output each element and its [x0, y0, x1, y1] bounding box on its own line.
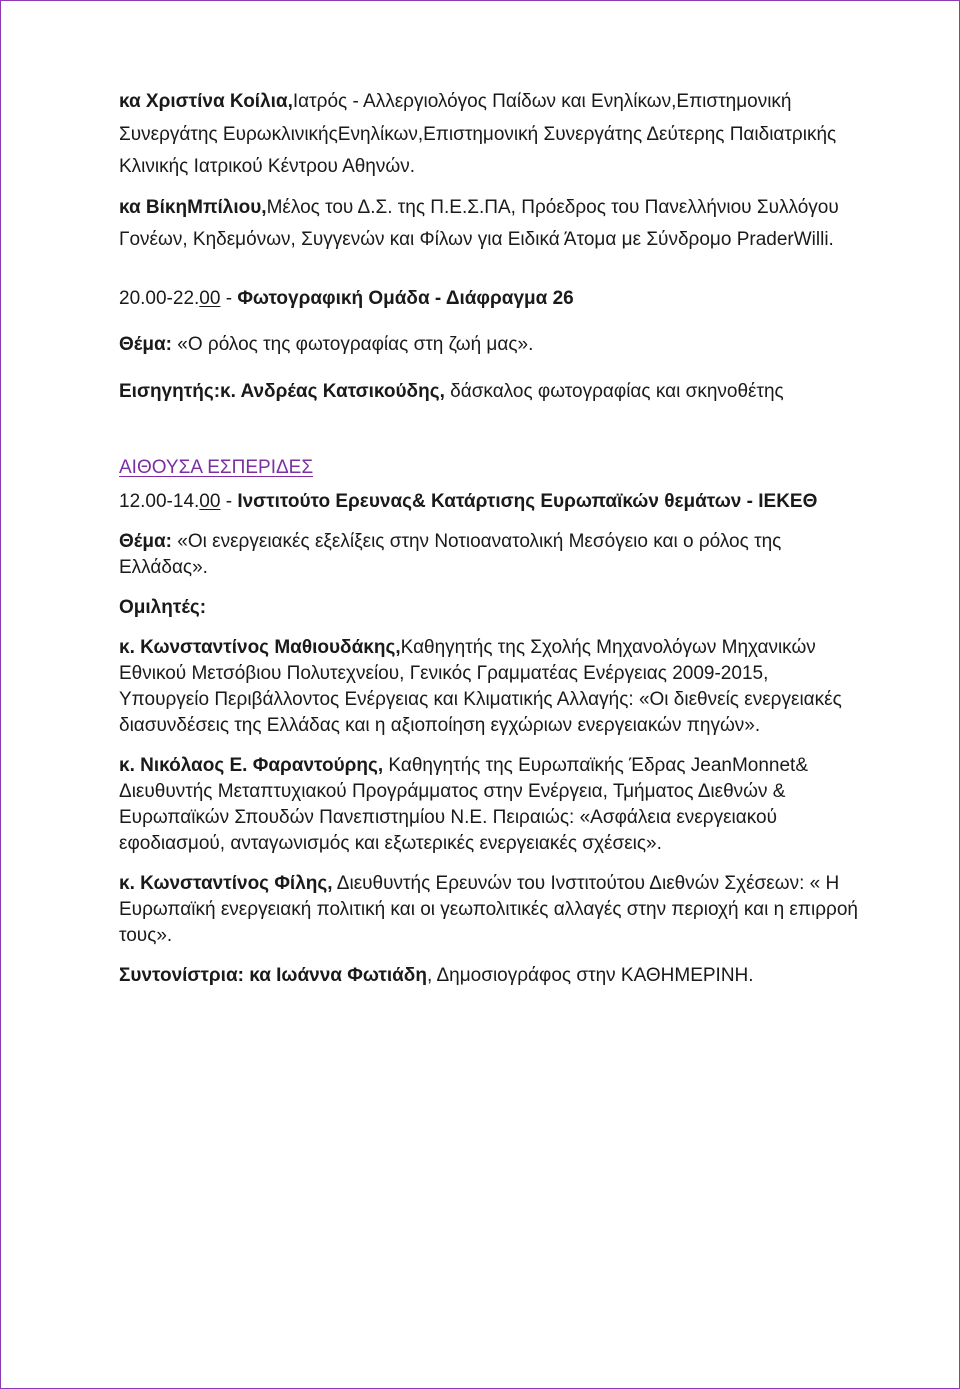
speaker-entry: [119, 635, 859, 739]
moderator-description: , Δημοσιογράφος στην ΚΑΘΗΜΕΡΙΝΗ.: [426, 964, 754, 986]
theme-text: «Ο ρόλος της φωτογραφίας στη ζωή μας».: [171, 334, 534, 355]
theme-label: Θέμα:: [119, 530, 172, 552]
theme-label: Θέμα:: [119, 334, 172, 355]
speaker-description: δάσκαλος φωτογραφίας και σκηνοθέτης: [444, 380, 784, 402]
speaker-entry: [119, 753, 859, 857]
speaker-name: κ. Νικόλαος Ε. Φαραντούρης,: [119, 754, 384, 776]
moderator-name: Συντονίστρια: κα Ιωάννα Φωτιάδη: [119, 964, 427, 986]
speakers-label: Ομιλητές:: [119, 596, 207, 618]
session-time: 12.00-14.00: [119, 490, 221, 512]
speaker-description: Διευθυντής Ερευνών του Ινστιτούτου Διεθνών Σχέσεων: « Η Ευρωπαϊκή ενεργειακή πολιτική και οι γεωπολιτικές αλλαγές στην περιοχή και η επιρροή τους».: [119, 872, 858, 946]
speaker-entry: [119, 871, 859, 949]
session-theme: [119, 329, 859, 362]
theme-text: «Οι ενεργειακές εξελίξεις στην Νοτιοανατολική Μεσόγειο και ο ρόλος της Ελλάδας».: [119, 530, 782, 578]
speaker-description: Μέλος του Δ.Σ. της Π.Ε.Σ.ΠΑ, Πρόεδρος του Πανελλήνιου Συλλόγου Γονέων, Κηδεμόνων, Συγγενών και Φίλων για Ειδικά Άτομα με Σύνδρομο PraderWilli.: [119, 196, 839, 250]
session-speaker: [119, 376, 859, 409]
session-theme: [119, 529, 859, 581]
document-body: [119, 86, 859, 989]
session-title: Φωτογραφική Ομάδα - Διάφραγμα 26: [237, 287, 574, 309]
speaker-description: Καθηγητής της Ευρωπαϊκής Έδρας JeanMonnet& Διευθυντής Μεταπτυχιακού Προγράμματος στην Ενέργεια, Τμήματος Διεθνών & Ευρωπαϊκών Σπουδών Πανεπιστημίου Ν.Ε. Πειραιώς: «Ασφάλεια ενεργειακού εφοδιασμού, ανταγωνισμός και εξωτερικές ενεργειακές σχέσεις».: [119, 754, 809, 854]
speaker-name: κ. Κωνσταντίνος Φίλης,: [119, 872, 333, 894]
speaker-name: κα Χριστίνα Κοίλια,: [119, 91, 293, 112]
speaker-name: Εισηγητής:κ. Ανδρέας Κατσικούδης,: [119, 380, 445, 402]
hall-title: ΑΙΘΟΥΣΑ ΕΣΠΕΡΙΔΕΣ: [119, 457, 314, 478]
speaker-name: κ. Κωνσταντίνος Μαθιουδάκης,: [119, 636, 401, 658]
speaker-entry: [119, 192, 859, 257]
session-time: 20.00-22.00: [119, 287, 221, 309]
speaker-entry: [119, 86, 859, 184]
speaker-name: κα ΒίκηΜπίλιου,: [119, 196, 267, 218]
speaker-description: Καθηγητής της Σχολής Μηχανολόγων Μηχανικών Εθνικού Μετσόβιου Πολυτεχνείου, Γενικός Γραμματέας Ενέργειας 2009-2015, Υπουργείο Περιβάλλοντος Ενέργειας και Κλιματικής Αλλαγής: «Οι διεθνείς ενεργειακές διασυνδέσεις της Ελλάδας και η αξιοποίηση εγχώριων ενεργειακών πηγών».: [119, 636, 842, 736]
session-title: Ινστιτούτο Ερευνας& Κατάρτισης Ευρωπαϊκών θεμάτων - ΙΕΚΕΘ: [237, 490, 818, 512]
moderator: [119, 963, 859, 989]
speaker-description: Ιατρός - Αλλεργιολόγος Παίδων και Ενηλίκων,Επιστημονική Συνεργάτης ΕυρωκλινικήςΕνηλίκων,Επιστημονική Συνεργάτης Δεύτερης Παιδιατρικής Κλινικής Ιατρικού Κέντρου Αθηνών.: [119, 91, 837, 177]
session-heading: 12.00-14.00 - Ινστιτούτο Ερευνας& Κατάρτισης Ευρωπαϊκών θεμάτων - ΙΕΚΕΘ: [119, 490, 818, 512]
session-heading: 20.00-22.00 - Φωτογραφική Ομάδα - Διάφραγμα 26: [119, 287, 574, 309]
